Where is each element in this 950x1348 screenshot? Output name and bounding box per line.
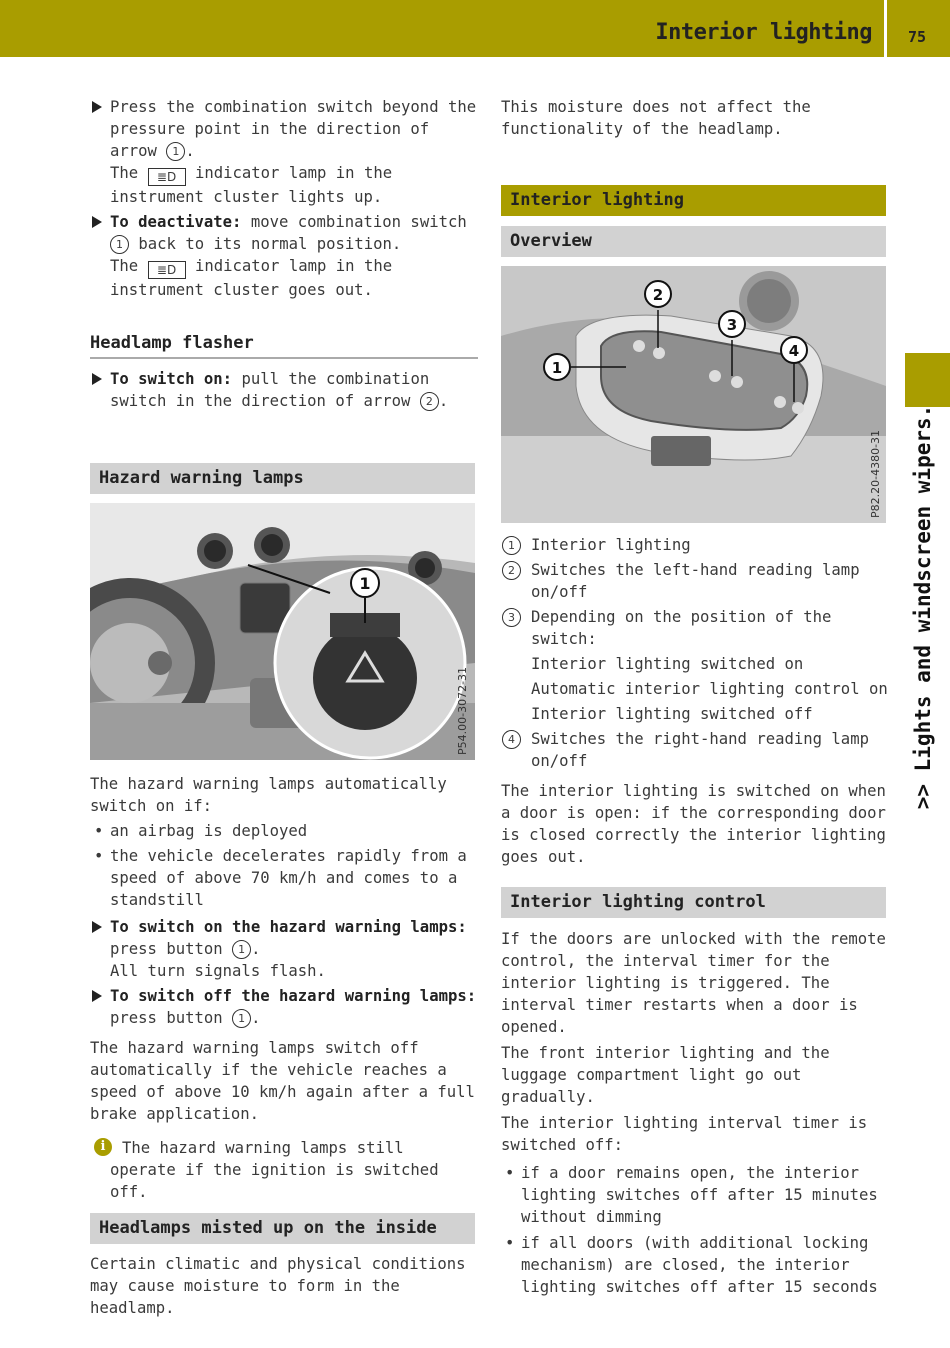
body-text: The interior lighting is switched on when a door is open: if the corresponding door is closed correctly the interior lighting goes out. [501, 782, 886, 866]
body-text: The hazard warning lamps switch off automatically if the vehicle reaches a speed of above 10 km/h again after a full brake application. [90, 1039, 475, 1123]
chapter-tab [905, 353, 950, 407]
figure-reference: P82.20-4380-31 [869, 429, 882, 518]
misted-text-block [90, 1253, 478, 1319]
body-text: This moisture does not affect the functionality of the headlamp. [501, 98, 811, 138]
figure-callout-1: 1 [359, 574, 371, 593]
step-arrow-icon [92, 101, 102, 113]
list-item: • an airbag is deployed [90, 820, 478, 842]
hazard-switch-figure [90, 503, 475, 760]
figure-callout-3: 3 [726, 316, 738, 334]
instruction-step: To deactivate: move combination switch 1 back to its normal position. The ≣D indicator lamp in the instrument cluster goes out. [90, 211, 478, 301]
legend-number: 3 [502, 608, 521, 627]
instruction-step: To switch on: pull the combination switch in the direction of arrow 2 . [90, 368, 478, 412]
figure-callout-2: 2 [652, 286, 664, 304]
legend-sub-item: Interior lighting switched off [531, 705, 813, 723]
page-number: 75 [908, 28, 927, 46]
callout-1-icon: 1 [232, 940, 251, 959]
chapter-title: >> Lights and windscreen wipers. [911, 404, 935, 810]
dashboard-illustration [90, 503, 475, 760]
body-text: If the doors are unlocked with the remote control, the interval timer for the interior lighting is triggered. The interval timer restarts when a door is opened. [501, 930, 886, 1036]
instruction-step: Press the combination switch beyond the pressure point in the direction of arrow 1 . The ≣D indicator lamp in the instrument cluster lights up. [90, 96, 478, 208]
legend-number: 1 [502, 536, 521, 555]
info-note: i The hazard warning lamps still operate if the ignition is switched off. [90, 1137, 478, 1203]
figure-callout-4: 4 [788, 342, 800, 360]
list-item: • the vehicle decelerates rapidly from a speed of above 70 km/h and comes to a standstill [90, 845, 478, 911]
section-heading: Hazard warning lamps [90, 463, 475, 494]
legend-number: 4 [502, 730, 521, 749]
right-column-lower [501, 531, 891, 868]
legend-item: 3 Depending on the position of the switch: [501, 606, 891, 650]
section-heading: Headlamps misted up on the inside [90, 1213, 475, 1244]
legend-item: 4 Switches the right-hand reading lamp on/off [501, 728, 891, 772]
subsection-heading: Overview [501, 226, 886, 257]
section-heading: Interior lighting control [501, 887, 886, 918]
callout-1-icon: 1 [166, 142, 185, 161]
step-arrow-icon [92, 921, 102, 933]
header-divider [884, 0, 887, 57]
callout-1-icon: 1 [110, 235, 129, 254]
overhead-console-illustration [501, 266, 886, 523]
instruction-step: To switch on the hazard warning lamps: press button 1 . All turn signals flash. [90, 916, 478, 982]
ilc-text-block [501, 928, 889, 1298]
legend-sub-item: Automatic interior lighting control on [531, 680, 888, 698]
step-arrow-icon [92, 373, 102, 385]
list-item: • if all doors (with additional locking mechanism) are closed, the interior lighting switches off after 15 seconds [501, 1232, 889, 1298]
interior-lighting-figure [501, 266, 886, 523]
figure-callout-1: 1 [551, 359, 563, 377]
left-column [90, 96, 478, 412]
body-text: The hazard warning lamps automatically switch on if: [90, 775, 447, 815]
main-beam-indicator-icon: ≣D [148, 261, 186, 279]
body-text: The front interior lighting and the luggage compartment light go out gradually. [501, 1044, 830, 1106]
legend-item: 1 Interior lighting [501, 534, 891, 556]
section-heading: Headlamp flasher [90, 332, 478, 359]
left-column-lower [90, 773, 478, 1203]
step-arrow-icon [92, 990, 102, 1002]
callout-2-icon: 2 [420, 392, 439, 411]
body-text: The interior lighting interval timer is switched off: [501, 1114, 868, 1154]
main-beam-indicator-icon: ≣D [148, 168, 186, 186]
info-icon: i [94, 1138, 112, 1156]
figure-reference: P54.00-3072-31 [456, 666, 469, 755]
callout-1-icon: 1 [232, 1009, 251, 1028]
step-arrow-icon [92, 216, 102, 228]
right-column-top [501, 96, 889, 140]
body-text: Certain climatic and physical conditions may cause moisture to form in the headlamp. [90, 1255, 466, 1317]
section-heading: Interior lighting [501, 185, 886, 216]
legend-item: 2 Switches the left-hand reading lamp on/off [501, 559, 891, 603]
legend-sub-item: Interior lighting switched on [531, 655, 804, 673]
legend-number: 2 [502, 561, 521, 580]
list-item: • if a door remains open, the interior lighting switches off after 15 minutes without dimming [501, 1162, 889, 1228]
page-title: Interior lighting [655, 20, 872, 45]
instruction-step: To switch off the hazard warning lamps: press button 1 . [90, 985, 478, 1029]
